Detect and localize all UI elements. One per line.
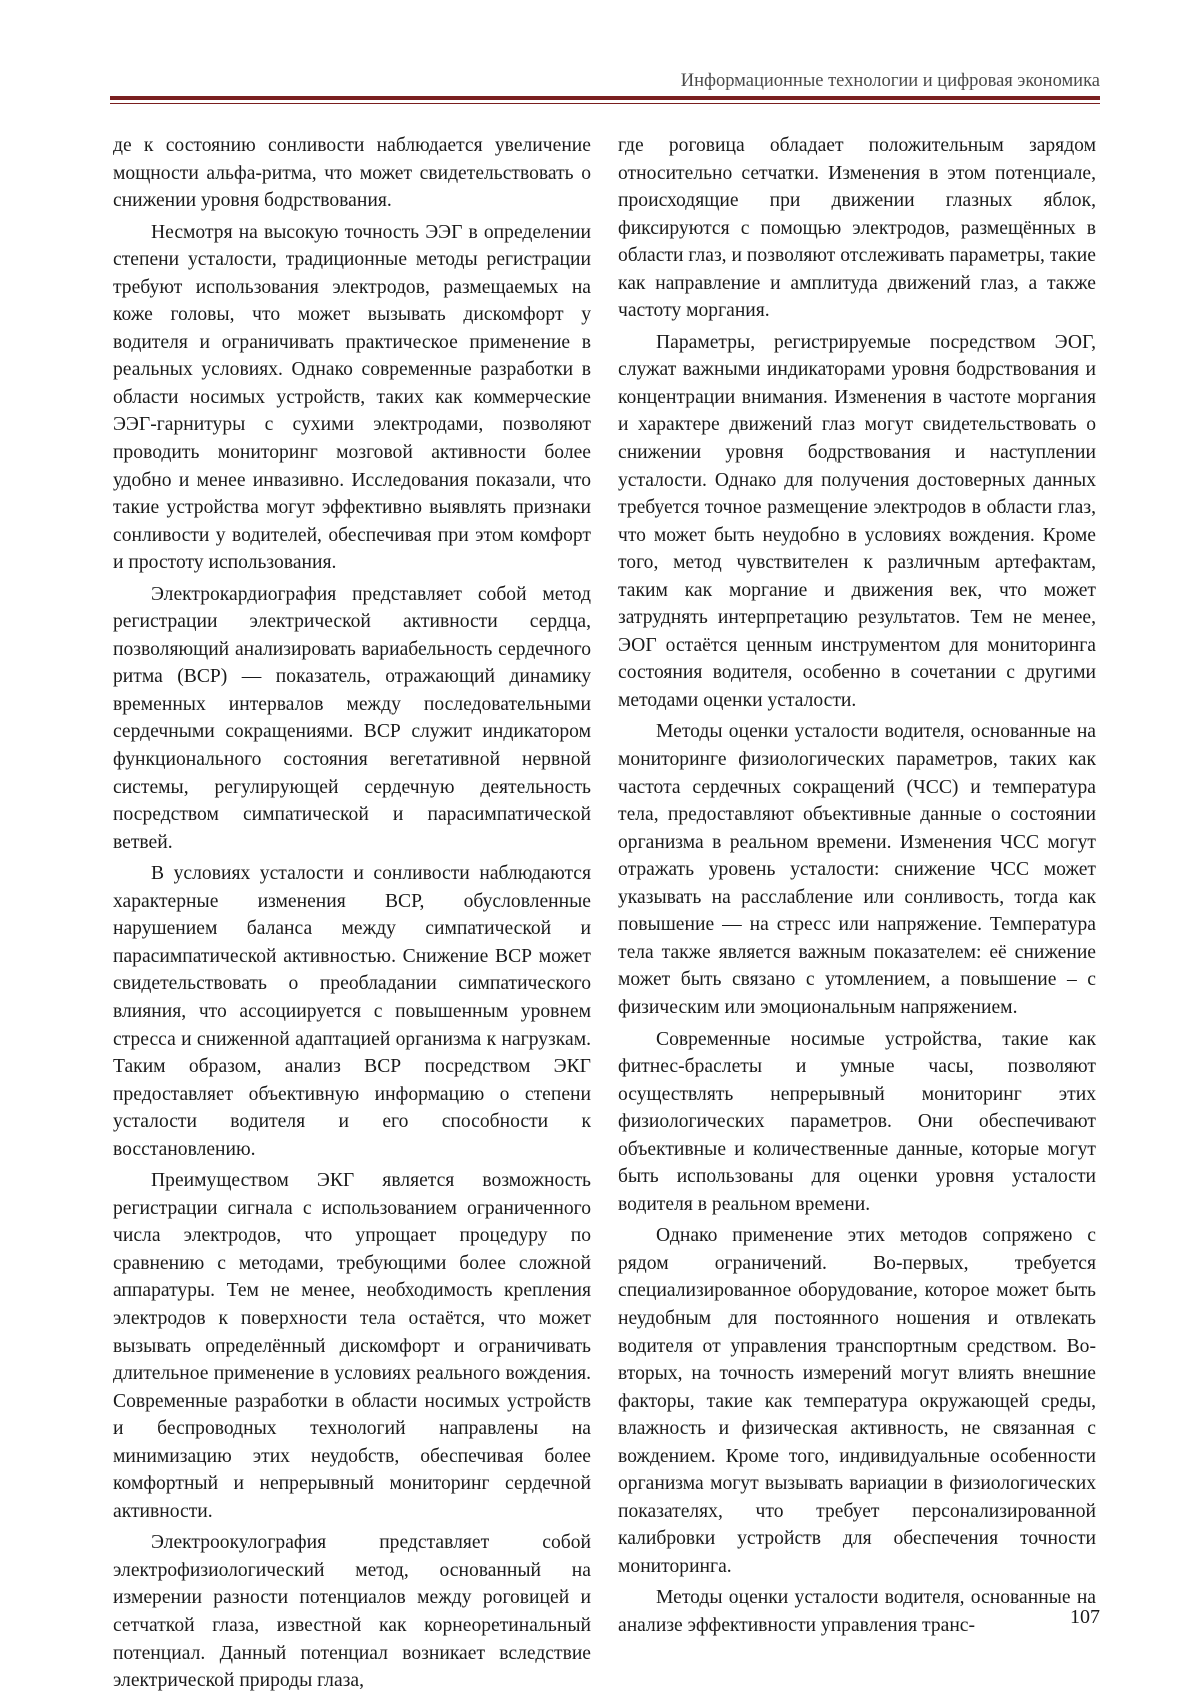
paragraph: где роговица обладает положительным зарядом относительно сетчатки. Изменения в этом потенциале, происходящие при движении глазных яблок, фиксируются с помощью электродов, размещённых в области глаз, и позволяют отслеживать параметры, такие как направление и амплитуда движений глаз, а также частоту моргания. [618,135,1096,322]
right-column [618,132,1096,1644]
paragraph: Однако применение этих методов сопряжено с рядом ограничений. Во-первых, требуется специализированное оборудование, которое может быть неудобным для постоянного ношения и отвлекать водителя от управления транспортным средством. Во-вторых, на точность измерений могут влиять внешние факторы, такие как температура окружающей среды, влажность и физическая активность, не связанная с вождением. Кроме того, индивидуальные особенности организма могут вызывать вариации в физиологических показателях, что требует персонализированной калибровки устройств для обеспечения точности мониторинга. [618,1225,1096,1577]
page-number: 107 [1070,1606,1100,1628]
paragraph: Современные носимые устройства, такие как фитнес-браслеты и умные часы, позволяют осуществлять непрерывный мониторинг этих физиологических параметров. Они обеспечивают объективные и количественные данные, которые могут быть использованы для оценки уровня усталости водителя в реальном времени. [618,1028,1096,1215]
paragraph: де к состоянию сонливости наблюдается увеличение мощности альфа-ритма, что может свидетельствовать о снижении уровня бодрствования. [113,135,591,212]
paragraph: Методы оценки усталости водителя, основанные на анализе эффективности управления транс- [618,1587,1096,1636]
paragraph: Преимуществом ЭКГ является возможность регистрации сигнала с использованием ограниченного числа электродов, что упрощает процедуру по сравнению с методами, требующими более сложной аппаратуры. Тем не менее, необходимость крепления электродов к поверхности тела остаётся, что может вызывать определённый дискомфорт и ограничивать длительное применение в условиях реального вождения. Современные разработки в области носимых устройств и беспроводных технологий направлены на минимизацию этих неудобств, обеспечивая более комфортный и непрерывный мониторинг сердечной активности. [113,1170,591,1522]
header-rule-thin [110,103,1100,104]
paragraph: Несмотря на высокую точность ЭЭГ в определении степени усталости, традиционные методы регистрации требуют использования электродов, размещаемых на коже головы, что может вызывать дискомфорт у водителя и ограничивать практическое применение в реальных условиях. Однако современные разработки в области носимых устройств, таких как коммерческие ЭЭГ-гарнитуры с сухими электродами, позволяют проводить мониторинг мозговой активности более удобно и менее инвазивно. Исследования показали, что такие устройства могут эффективно выявлять признаки сонливости у водителей, обеспечивая при этом комфорт и простоту использования. [113,221,591,574]
left-column [113,132,591,1699]
paragraph: Электроокулография представляет собой электрофизиологический метод, основанный на измерении разности потенциалов между роговицей и сетчаткой глаза, известной как корнеоретинальный потенциал. Данный потенциал возникает вследствие электрической природы глаза, [113,1532,591,1692]
paragraph: Параметры, регистрируемые посредством ЭОГ, служат важными индикаторами уровня бодрствования и концентрации внимания. Изменения в частоте моргания и характере движений глаз могут свидетельствовать о снижении уровня бодрствования и наступлении усталости. Однако для получения достоверных данных требуется точное размещение электродов в области глаз, что может быть неудобно в условиях вождения. Кроме того, метод чувствителен к различным артефактам, таким как моргание и движения век, что может затруднять интерпретацию результатов. Тем не менее, ЭОГ остаётся ценным инструментом для мониторинга состояния водителя, особенно в сочетании с другими методами оценки усталости. [618,331,1096,711]
header-rule-thick [110,96,1100,100]
paragraph: Электрокардиография представляет собой метод регистрации электрической активности сердца, позволяющий анализировать вариабельность сердечного ритма (ВСР) — показатель, отражающий динамику временных интервалов между последовательными сердечными сокращениями. ВСР служит индикатором функционального состояния вегетативной нервной системы, регулирующей сердечную деятельность посредством симпатической и парасимпатической ветвей. [113,583,591,853]
paragraph: В условиях усталости и сонливости наблюдаются характерные изменения ВСР, обусловленные нарушением баланса между симпатической и парасимпатической активностью. Снижение ВСР может свидетельствовать о преобладании симпатического влияния, что ассоциируется с повышенным уровнем стресса и сниженной адаптацией организма к нагрузкам. Таким образом, анализ ВСР посредством ЭКГ предоставляет объективную информацию о степени усталости водителя и его способности к восстановлению. [113,863,591,1160]
paragraph: Методы оценки усталости водителя, основанные на мониторинге физиологических параметров, таких как частота сердечных сокращений (ЧСС) и температура тела, предоставляют объективные данные о состоянии организма в реальном времени. Изменения ЧСС могут отражать уровень усталости: снижение ЧСС может указывать на расслабление или сонливость, тогда как повышение — на стресс или напряжение. Температура тела также является важным показателем: её снижение может быть связано с утомлением, а повышение – с физическим или эмоциональным напряжением. [618,721,1096,1018]
running-header: Информационные технологии и цифровая экономика [680,71,1100,91]
